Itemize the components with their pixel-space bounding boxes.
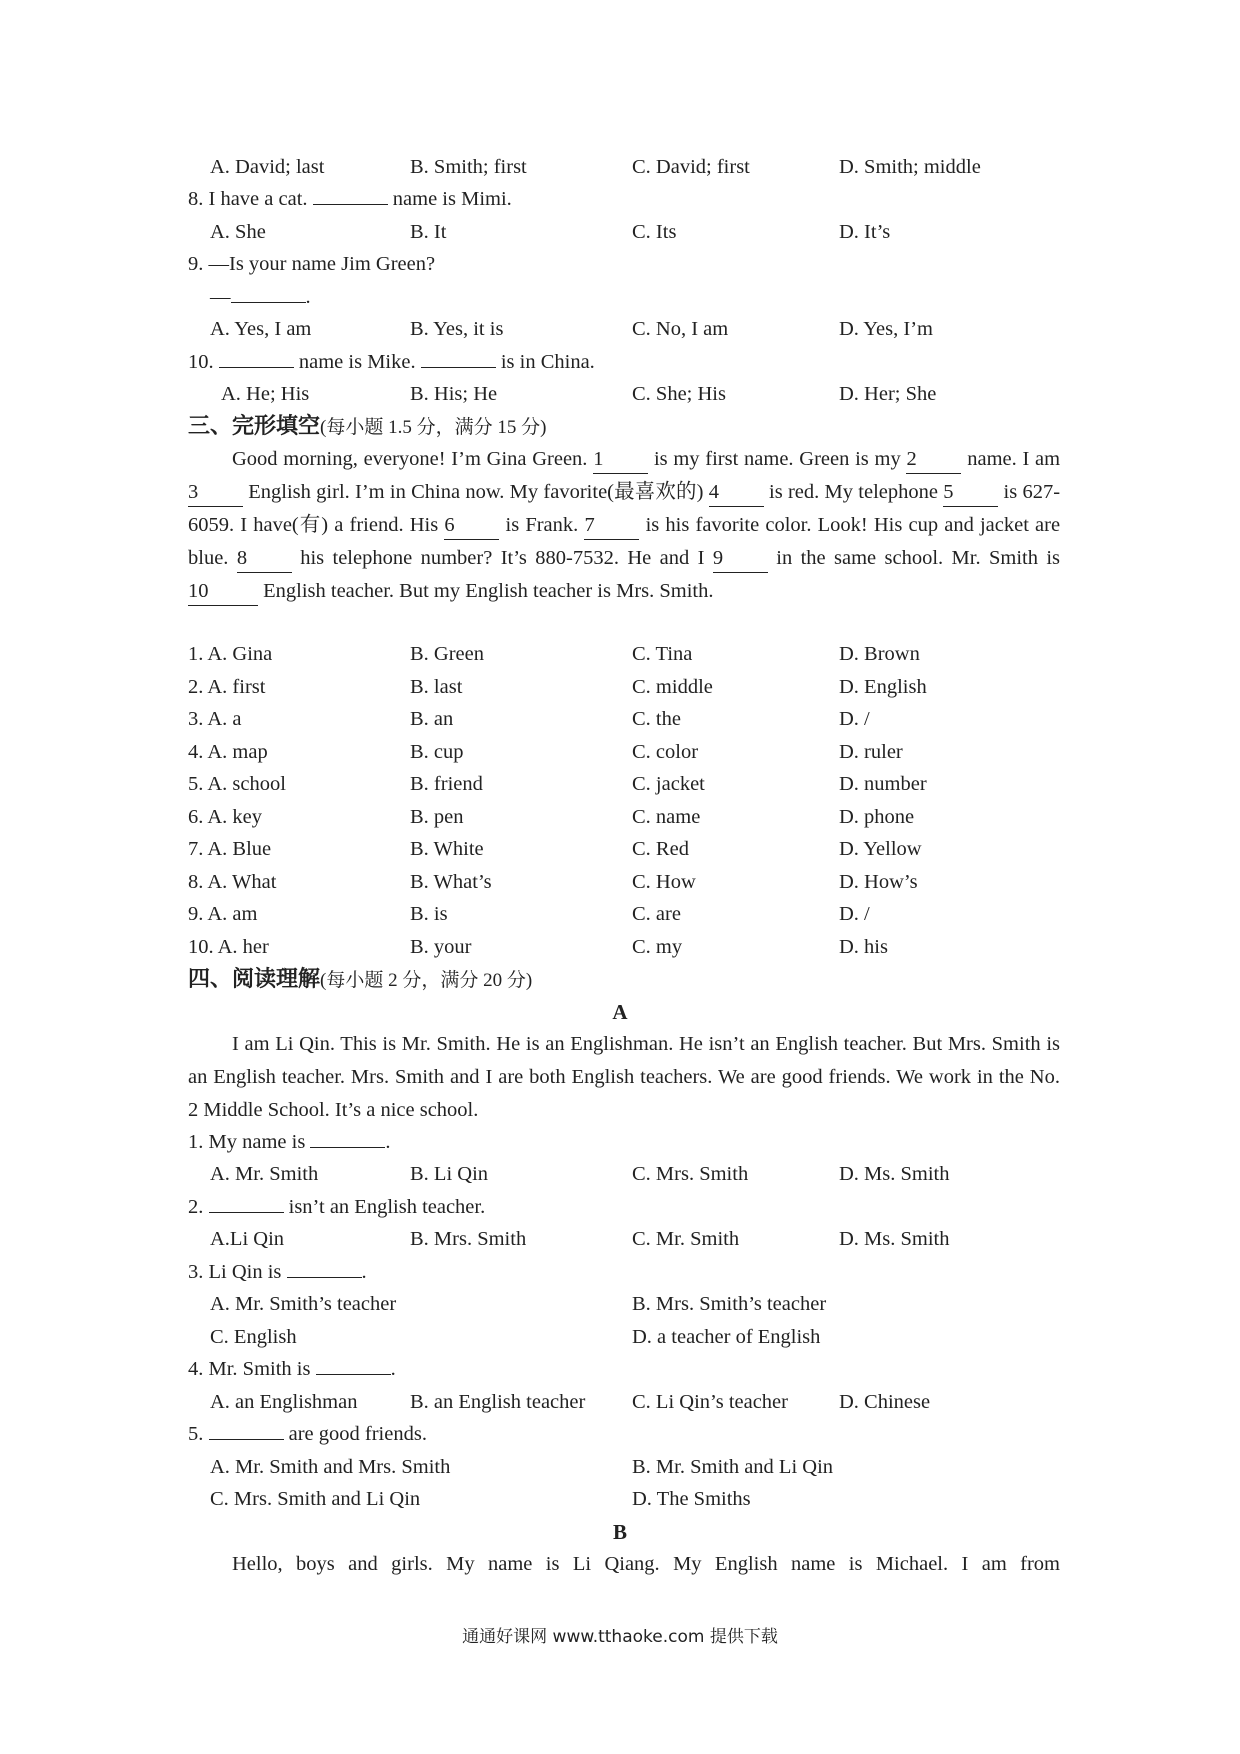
ra-q3-text: 3. Li Qin is xyxy=(188,1261,282,1283)
ra-q4-option-b: B. an English teacher xyxy=(410,1391,586,1413)
q7-options xyxy=(188,151,1060,184)
page-footer: 通通好课网 www.tthaoke.com 提供下载 xyxy=(462,1627,778,1647)
cloze-option: C. Red xyxy=(632,838,689,860)
q7-option-b: B. Smith; first xyxy=(410,156,527,178)
passage-b-body: Hello, boys and girls. My name is Li Qiang. My English name is Michael. I am from xyxy=(232,1553,1060,1575)
ra-q2-option-d: D. Ms. Smith xyxy=(839,1228,950,1250)
q10-text-post: is in China. xyxy=(500,351,595,373)
q9-option-c: C. No, I am xyxy=(632,318,729,340)
cloze-text: is his favorite color. Look! His cup and jacket are blue. xyxy=(188,514,1061,569)
cloze-text: English girl. I’m in China now. My favorite(最喜欢的) xyxy=(248,481,704,503)
ra-q4-option-d: D. Chinese xyxy=(839,1391,931,1413)
passage-a-body: I am Li Qin. This is Mr. Smith. He is an Englishman. He isn’t an English teacher. But Mrs. Smith is an English teacher. Mrs. Smith and I are both English teachers. We are good friends. We work in the No. 2 Middle School. It’s a nice school. xyxy=(188,1033,1060,1121)
cloze-text: is my first name. Green is my xyxy=(653,448,901,470)
cloze-text: English teacher. But my English teacher is Mrs. Smith. xyxy=(263,580,714,602)
cloze-q10-options xyxy=(188,931,1060,964)
cloze-option: B. What’s xyxy=(410,871,492,893)
passage-b-text xyxy=(188,1548,1060,1581)
ra-q1-blank xyxy=(310,1127,385,1148)
q9-option-d: D. Yes, I’m xyxy=(839,318,933,340)
ra-q4-option-c: C. Li Qin’s teacher xyxy=(632,1391,788,1413)
q10-options xyxy=(188,378,1060,411)
section3-heading xyxy=(188,410,1060,443)
cloze-q2-options xyxy=(188,671,1060,704)
passage-a-label: A xyxy=(612,1000,628,1024)
q7-option-a: A. David; last xyxy=(210,156,325,178)
cloze-option: 7. A. Blue xyxy=(188,838,272,860)
section3-title: 三、完形填空 xyxy=(188,414,321,439)
cloze-text: name. I am xyxy=(967,448,1061,470)
cloze-option: D. English xyxy=(839,676,927,698)
ra-q1-option-c: C. Mrs. Smith xyxy=(632,1163,749,1185)
ra-q3-stem xyxy=(188,1256,1060,1289)
cloze-blank-4: 4 xyxy=(709,479,764,507)
cloze-blank-6: 6 xyxy=(444,512,499,540)
q9-option-a: A. Yes, I am xyxy=(210,318,312,340)
ra-q1-text: 1. My name is xyxy=(188,1131,306,1153)
cloze-option: D. / xyxy=(839,708,870,730)
section4-heading xyxy=(188,963,1060,996)
section3-note: (每小题 1.5 分，满分 15 分) xyxy=(320,417,547,438)
cloze-option: B. your xyxy=(410,936,472,958)
cloze-q7-options xyxy=(188,833,1060,866)
cloze-option: D. How’s xyxy=(839,871,918,893)
q10-text-mid: name is Mike. xyxy=(298,351,416,373)
cloze-option: D. his xyxy=(839,936,888,958)
ra-q1-stem xyxy=(188,1126,1060,1159)
cloze-passage xyxy=(188,443,1060,608)
ra-q2-text: isn’t an English teacher. xyxy=(288,1196,486,1218)
cloze-option: 5. A. school xyxy=(188,773,286,795)
cloze-blank-10: 10 xyxy=(188,578,258,606)
cloze-text: is 627-6059. I have(有) a friend. His xyxy=(188,481,1061,536)
ra-q1-option-d: D. Ms. Smith xyxy=(839,1163,950,1185)
q9-blank xyxy=(231,282,306,303)
ra-q2-blank xyxy=(209,1192,284,1213)
q9-dash: — xyxy=(210,286,231,308)
passage-a-text xyxy=(188,1028,1060,1127)
cloze-blank-1: 1 xyxy=(593,446,648,474)
q7-option-c: C. David; first xyxy=(632,156,750,178)
q8-text-pre: 8. I have a cat. xyxy=(188,188,308,210)
q10-option-a: A. He; His xyxy=(221,383,310,405)
cloze-option: C. How xyxy=(632,871,696,893)
cloze-option: C. are xyxy=(632,903,681,925)
cloze-option: B. last xyxy=(410,676,463,698)
cloze-blank-5: 5 xyxy=(943,479,998,507)
cloze-text: his telephone number? It’s 880-7532. He and I xyxy=(300,547,705,569)
cloze-option: 2. A. first xyxy=(188,676,266,698)
cloze-option: B. is xyxy=(410,903,448,925)
ra-q5-stem xyxy=(188,1418,1060,1451)
ra-q4-options xyxy=(188,1386,1060,1419)
q10-option-d: D. Her; She xyxy=(839,383,937,405)
cloze-blank-2: 2 xyxy=(906,446,961,474)
q8-blank xyxy=(313,184,388,205)
ra-q4-end: . xyxy=(390,1358,396,1380)
cloze-option: D. Yellow xyxy=(839,838,922,860)
q10-blank-2 xyxy=(421,347,496,368)
cloze-blank-3: 3 xyxy=(188,479,243,507)
q8-option-c: C. Its xyxy=(632,221,677,243)
ra-q4-option-a: A. an Englishman xyxy=(210,1391,358,1413)
ra-q3-option-c: C. English xyxy=(210,1326,297,1348)
cloze-option: C. middle xyxy=(632,676,713,698)
ra-q2-option-a: A.Li Qin xyxy=(210,1228,285,1250)
cloze-q3-options xyxy=(188,703,1060,736)
q8-text-post: name is Mimi. xyxy=(392,188,512,210)
ra-q5-text: are good friends. xyxy=(288,1423,427,1445)
ra-q3-option-b: B. Mrs. Smith’s teacher xyxy=(632,1293,827,1315)
cloze-q5-options xyxy=(188,768,1060,801)
ra-q1-options xyxy=(188,1158,1060,1191)
ra-q2-number: 2. xyxy=(188,1196,204,1218)
q10-blank-1 xyxy=(219,347,294,368)
ra-q5-number: 5. xyxy=(188,1423,204,1445)
cloze-option: D. number xyxy=(839,773,927,795)
ra-q3-options-row2 xyxy=(188,1321,1060,1354)
cloze-option: 1. A. Gina xyxy=(188,643,273,665)
ra-q2-stem xyxy=(188,1191,1060,1224)
section4-title: 四、阅读理解 xyxy=(188,967,321,992)
ra-q2-option-b: B. Mrs. Smith xyxy=(410,1228,527,1250)
ra-q2-option-c: C. Mr. Smith xyxy=(632,1228,740,1250)
cloze-q6-options xyxy=(188,801,1060,834)
ra-q4-blank xyxy=(316,1354,391,1375)
cloze-option: D. Brown xyxy=(839,643,920,665)
cloze-text: in the same school. Mr. Smith is xyxy=(776,547,1061,569)
cloze-blank-8: 8 xyxy=(237,545,292,573)
ra-q4-stem xyxy=(188,1353,1060,1386)
passage-b-label: B xyxy=(612,1520,627,1544)
q10-option-b: B. His; He xyxy=(410,383,498,405)
q9-options xyxy=(188,313,1060,346)
cloze-option: C. color xyxy=(632,741,699,763)
cloze-q9-options xyxy=(188,898,1060,931)
ra-q5-option-d: D. The Smiths xyxy=(632,1488,751,1510)
cloze-option: B. friend xyxy=(410,773,483,795)
ra-q5-options-row2 xyxy=(188,1483,1060,1516)
cloze-option: 9. A. am xyxy=(188,903,258,925)
cloze-option: B. White xyxy=(410,838,484,860)
ra-q4-text: 4. Mr. Smith is xyxy=(188,1358,311,1380)
cloze-text: is red. My telephone xyxy=(769,481,938,503)
cloze-blank-9: 9 xyxy=(713,545,768,573)
q10-stem xyxy=(188,346,1060,379)
q9-option-b: B. Yes, it is xyxy=(410,318,504,340)
cloze-option: C. jacket xyxy=(632,773,705,795)
ra-q3-options-row1 xyxy=(188,1288,1060,1321)
ra-q1-option-a: A. Mr. Smith xyxy=(210,1163,319,1185)
q8-stem xyxy=(188,183,1060,216)
ra-q3-option-d: D. a teacher of English xyxy=(632,1326,821,1348)
ra-q5-option-b: B. Mr. Smith and Li Qin xyxy=(632,1456,834,1478)
cloze-option: C. name xyxy=(632,806,701,828)
ra-q3-end: . xyxy=(361,1261,367,1283)
ra-q5-option-a: A. Mr. Smith and Mrs. Smith xyxy=(210,1456,451,1478)
cloze-q1-options xyxy=(188,638,1060,671)
cloze-option: 10. A. her xyxy=(188,936,269,958)
ra-q5-options-row1 xyxy=(188,1451,1060,1484)
cloze-option: B. an xyxy=(410,708,454,730)
q8-option-b: B. It xyxy=(410,221,447,243)
cloze-option: B. Green xyxy=(410,643,485,665)
q10-option-c: C. She; His xyxy=(632,383,726,405)
cloze-text: Good morning, everyone! I’m Gina Green. xyxy=(232,448,588,470)
cloze-option: B. pen xyxy=(410,806,464,828)
cloze-option: C. the xyxy=(632,708,681,730)
q9-stem: 9. —Is your name Jim Green? xyxy=(188,253,436,275)
cloze-q8-options xyxy=(188,866,1060,899)
cloze-option: 3. A. a xyxy=(188,708,242,730)
q9-end: . xyxy=(305,286,311,308)
q8-options xyxy=(188,216,1060,249)
q10-number: 10. xyxy=(188,351,214,373)
ra-q2-options xyxy=(188,1223,1060,1256)
ra-q5-option-c: C. Mrs. Smith and Li Qin xyxy=(210,1488,421,1510)
cloze-text: is Frank. xyxy=(505,514,579,536)
cloze-option: 6. A. key xyxy=(188,806,263,828)
cloze-option: D. / xyxy=(839,903,870,925)
cloze-option: C. Tina xyxy=(632,643,693,665)
q8-option-a: A. She xyxy=(210,221,266,243)
ra-q1-option-b: B. Li Qin xyxy=(410,1163,489,1185)
cloze-option: D. phone xyxy=(839,806,915,828)
ra-q3-blank xyxy=(287,1257,362,1278)
cloze-option: C. my xyxy=(632,936,683,958)
cloze-option: D. ruler xyxy=(839,741,903,763)
ra-q3-option-a: A. Mr. Smith’s teacher xyxy=(210,1293,397,1315)
q7-option-d: D. Smith; middle xyxy=(839,156,981,178)
q9-answer-line xyxy=(188,281,1060,314)
q8-option-d: D. It’s xyxy=(839,221,891,243)
section4-note: (每小题 2 分，满分 20 分) xyxy=(320,970,533,991)
cloze-option: 4. A. map xyxy=(188,741,268,763)
ra-q5-blank xyxy=(209,1419,284,1440)
ra-q1-end: . xyxy=(385,1131,391,1153)
cloze-q4-options xyxy=(188,736,1060,769)
cloze-option: B. cup xyxy=(410,741,464,763)
cloze-blank-7: 7 xyxy=(584,512,639,540)
cloze-option: 8. A. What xyxy=(188,871,277,893)
